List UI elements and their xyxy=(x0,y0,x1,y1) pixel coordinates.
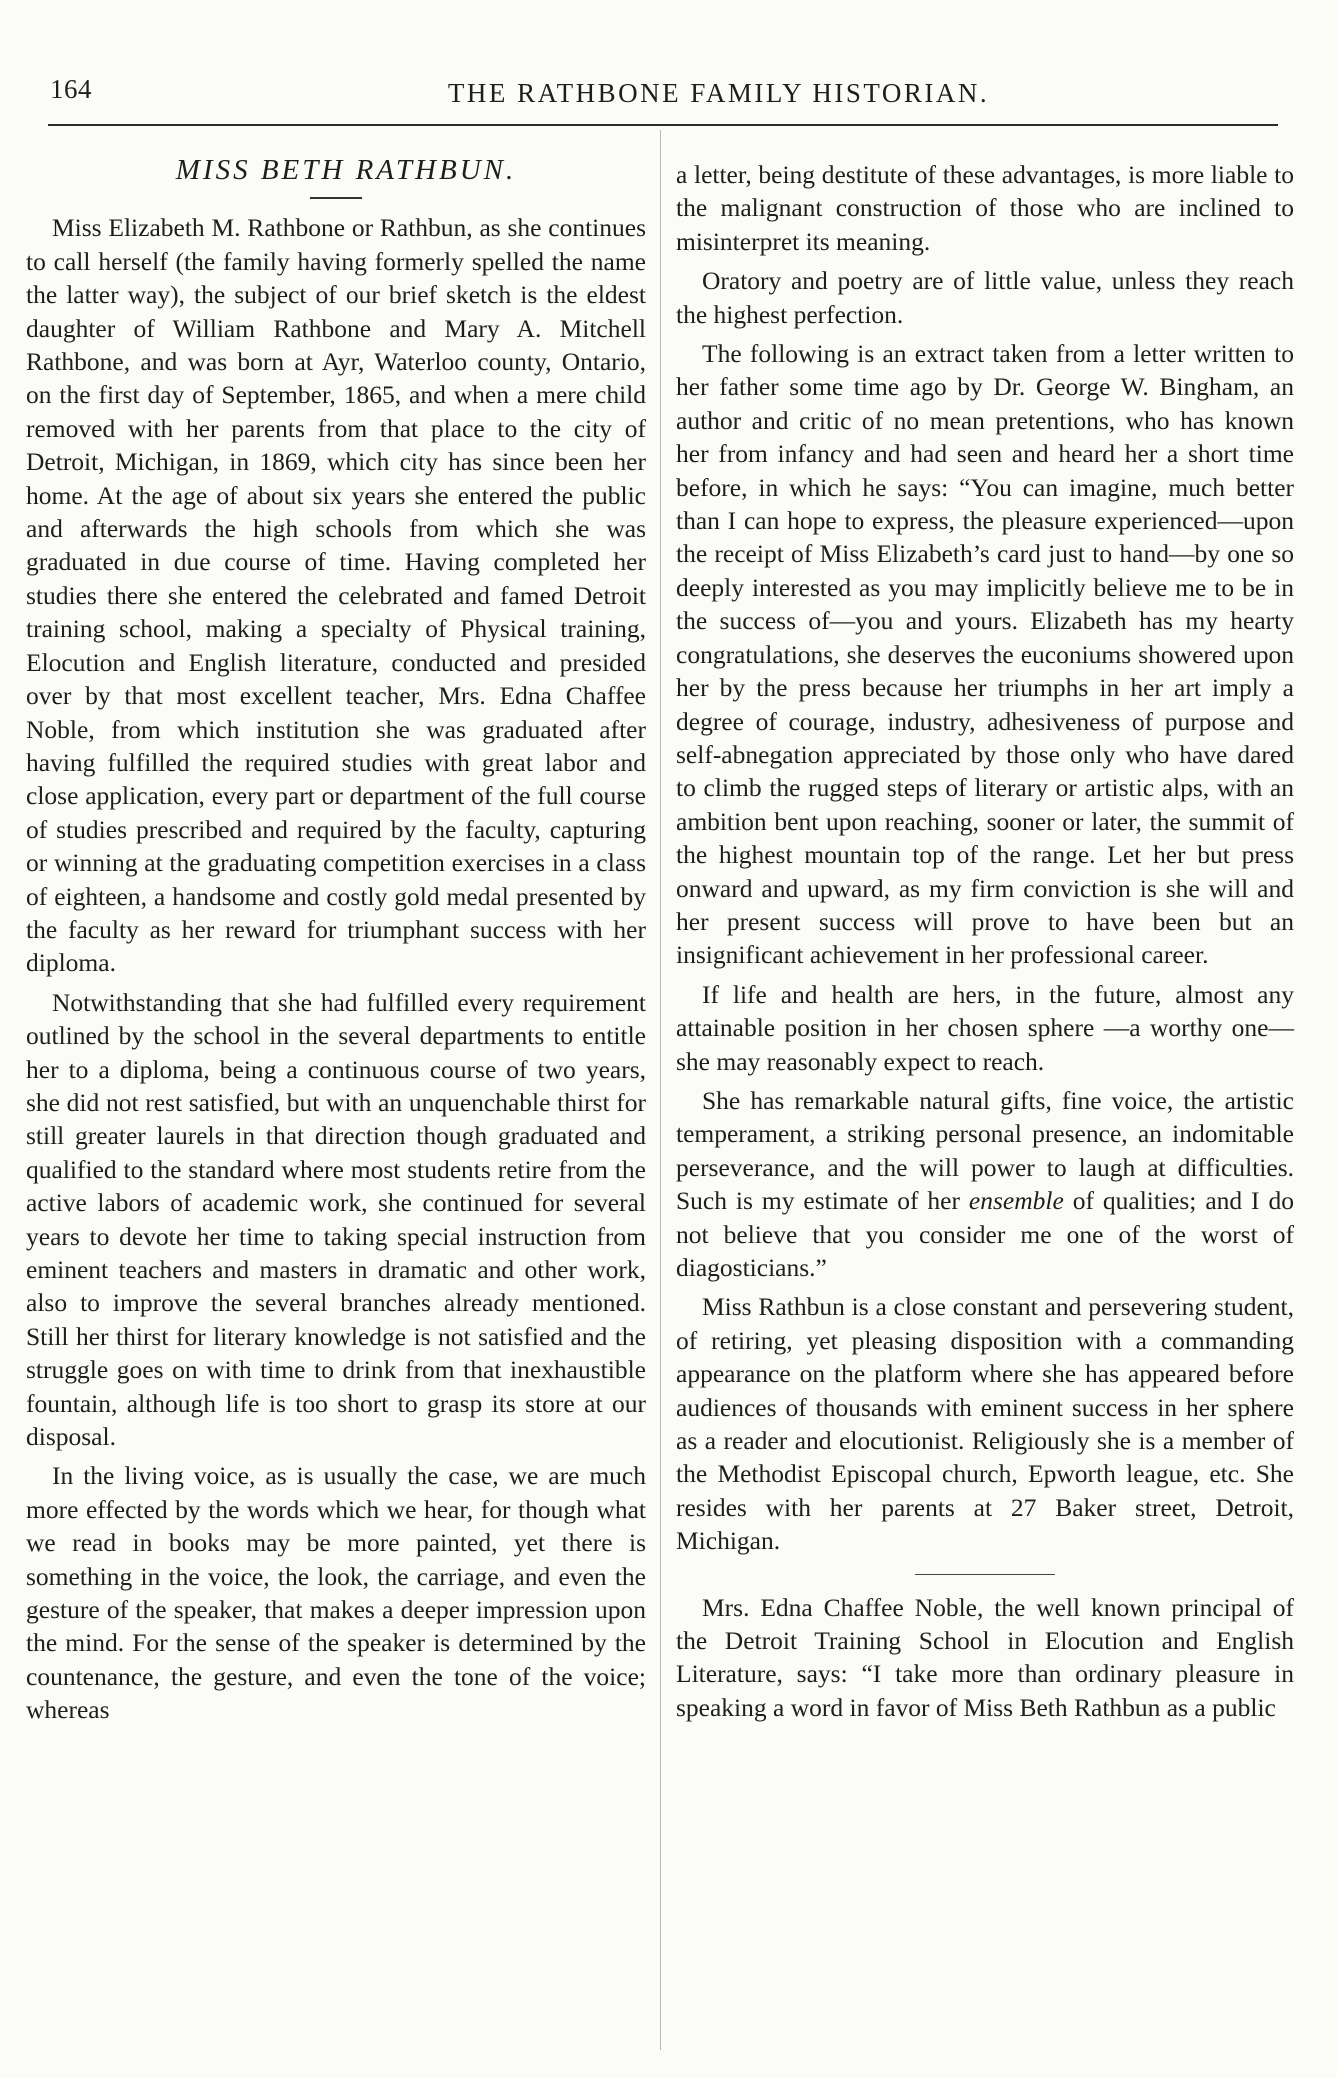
text-span: of qualities; and I do not believe that you consider me one of the worst of diagosticians.” xyxy=(676,1186,1294,1282)
paragraph: In the living voice, as is usually the case, we are much more effected by the words which we hear, for though what we read in books may be more painted, yet there is something in the voice, the look, the carriage, and even the gesture of the speaker, that makes a deeper impression upon the mind. For the sense of the speaker is determined by the countenance, the gesture, and even the tone of the voice; whereas xyxy=(26,1461,646,1725)
column-divider xyxy=(660,130,661,2050)
paragraph xyxy=(676,1084,1294,1284)
paragraph: If life and health are hers, in the future, almost any attainable position in her chosen sphere —a worthy one—she may reasonably expect to reach. xyxy=(676,979,1294,1076)
paragraph: Mrs. Edna Chaffee Noble, the well known principal of the Detroit Training School in Elocution and English Literature, says: “I take more than ordinary pleasure in speaking a word in favor of Miss Beth Rathbun as a public xyxy=(676,1592,1294,1722)
running-title: THE RATHBONE FAMILY HISTORIAN. xyxy=(447,78,990,108)
page-number: 164 xyxy=(50,74,92,104)
title-rule xyxy=(310,197,362,199)
italic-term: ensemble xyxy=(968,1186,1064,1216)
paragraph: Miss Elizabeth M. Rathbone or Rathbun, as she continues to call herself (the family having formerly spelled the name the latter way), the subject of our brief sketch is the eldest daughter of William Rathbone and Mary A. Mitchell Rathbone, and was born at Ayr, Waterloo county, Ontario, on the first day of September, 1865, and when a mere child removed with her parents from that place to the city of Detroit, Michigan, in 1869, which city has since been her home. At the age of about six years she entered the public and afterwards the high schools from which she was graduated in due course of time. Having completed her studies there she entered the celebrated and famed Detroit training school, making a specialty of Physical training, Elocution and English literature, conducted and presided over by that most excellent teacher, Mrs. Edna Chaffee Noble, from which institution she was graduated after having fulfilled the required studies with great labor and close application, every part or department of the full course of studies prescribed and required by the faculty, capturing or winning at the graduating competition exercises in a class of eighteen, a handsome and costly gold medal presented by the faculty as her reward for triumphant success with her diploma. xyxy=(26,213,646,978)
paragraph: The following is an extract taken from a letter written to her father some time ago by Dr. George W. Bingham, an author and critic of no mean pretentions, who has known her from infancy and had seen and heard her a short time before, in which he says: “You can imagine, much better than I can hope to express, the pleasure experienced—upon the receipt of Miss Elizabeth’s card just to hand—by one so deeply interested as you may implicitly believe me to be in the success of—you and yours. Elizabeth has my hearty congratulations, she deserves the euconiums showered upon her by the press because her triumphs in her art imply a degree of courage, industry, adhesiveness of purpose and self-abnegation appreciated by those only who have dared to climb the rugged steps of literary or artistic alps, with an ambition bent upon reaching, sooner or later, the summit of the highest mountain top of the range. Let her but press onward and upward, as my firm conviction is she will and her present success will prove to have been but an insignificant achievement in her professional career. xyxy=(676,339,1294,970)
paragraph: Oratory and poetry are of little value, unless they reach the highest perfection. xyxy=(676,266,1294,329)
article-title: MISS BETH RATHBUN. xyxy=(175,154,517,186)
paragraph: Notwithstanding that she had fulfilled every requirement outlined by the school in the several departments to entitle her to a diploma, being a continuous course of two years, she did not rest satisfied, but with an unquenchable thirst for still greater laurels in that direction though graduated and qualified to the standard where most students retire from the active labors of academic work, she continued for several years to devote her time to taking special instruction from eminent teachers and masters in dramatic and other work, also to improve the several branches already mentioned. Still her thirst for literary knowledge is not satisfied and the struggle goes on with time to drink from that inexhaustible fountain, although life is too short to grasp its store at our disposal. xyxy=(26,987,646,1452)
right-column xyxy=(676,158,1294,1724)
header-rule xyxy=(48,124,1278,126)
paragraph: Miss Rathbun is a close constant and persevering student, of retiring, yet pleasing disposition with a commanding appearance on the platform where she has appeared before audiences of thousands with eminent success in her sphere as a reader and elocutionist. Religiously she is a member of the Methodist Episcopal church, Epworth league, etc. She resides with her parents at 27 Baker street, Detroit, Michigan. xyxy=(676,1292,1294,1556)
paragraph: a letter, being destitute of these advantages, is more liable to the malignant construction of those who are inclined to misinterpret its meaning. xyxy=(676,160,1294,256)
section-rule xyxy=(915,1574,1055,1575)
text-span: She has remarkable natural gifts, fine voice, the artistic temperament, a striking personal presence, an indomitable perseverance, and the will power to laugh at difficulties. Such is my estimate of her xyxy=(676,1085,1294,1216)
left-column xyxy=(26,152,646,1727)
